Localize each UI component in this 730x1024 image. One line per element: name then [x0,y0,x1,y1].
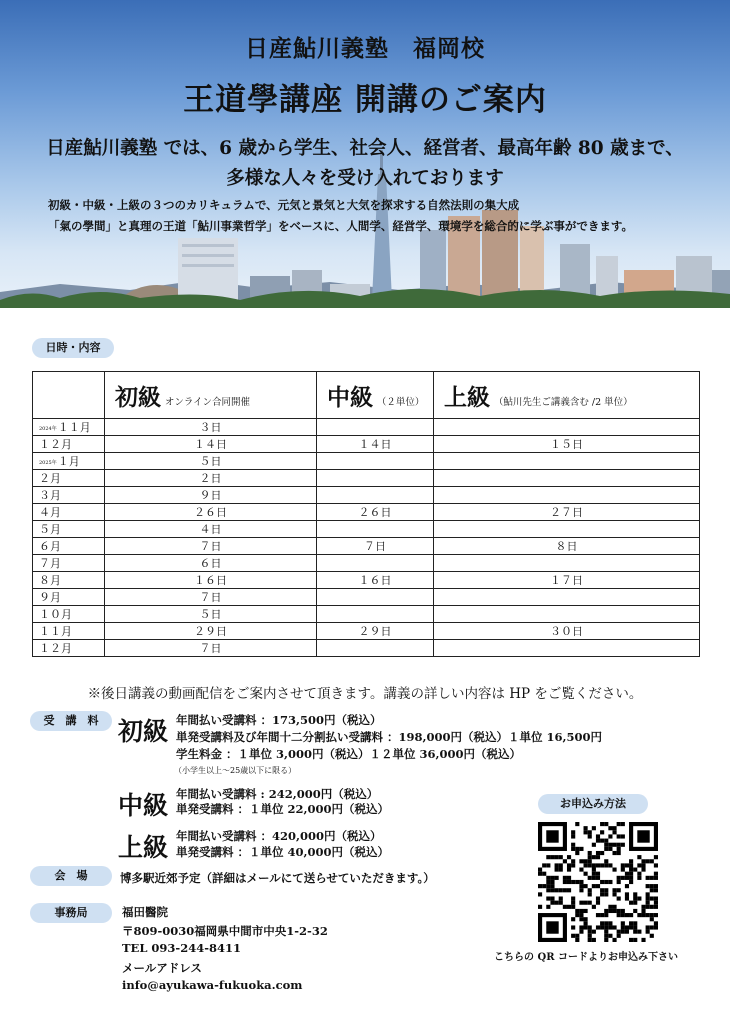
hero-banner [0,0,730,308]
jokyu-cell [434,453,700,470]
schedule-row [33,538,700,555]
venue-text: 博多駅近郊予定（詳細はメールにて送らせていただきます。） [120,871,435,885]
schedule-row [33,589,700,606]
shokyu-cell: ９日 [105,487,317,504]
chukyu-title: 中級 [327,383,373,411]
month-cell [33,538,105,555]
month-label: ２月 [39,472,61,485]
year-label: 2024年 [39,425,57,432]
shokyu-cell: ４日 [105,521,317,538]
month-label: ６月 [39,540,61,553]
month-label: ３月 [39,489,61,502]
chukyu-cell: １４日 [317,436,434,453]
schedule-row [33,504,700,521]
month-cell [33,555,105,572]
schedule-row [33,436,700,453]
shokyu-cell: ７日 [105,538,317,555]
schedule-row [33,470,700,487]
office-name: 福田醫院 [122,905,168,919]
month-label: １２月 [39,438,72,451]
month-header [33,372,105,419]
month-cell [33,453,105,470]
jokyu-cell [434,521,700,538]
month-label: １月 [57,455,80,468]
chukyu-cell [317,521,434,538]
chukyu-cell [317,640,434,657]
fee-shokyu-line-1: 年間払い受講料 ：173,500円（税込） [176,713,382,727]
chukyu-cell [317,487,434,504]
qr-code-icon[interactable] [538,822,658,942]
office-tel: TEL 093-244-8411 [122,941,241,955]
jokyu-cell: ２７日 [434,504,700,521]
month-cell [33,623,105,640]
month-cell [33,436,105,453]
schedule-table [32,371,700,657]
schedule-row [33,419,700,436]
schedule-row [33,487,700,504]
apply-label: お申込み方法 [538,794,648,814]
shokyu-note: オンライン合同開催 [164,396,251,408]
chukyu-cell: ２６日 [317,504,434,521]
fee-shokyu-line-4: （小学生以上～25歳以下に限る） [174,766,297,775]
chukyu-cell [317,470,434,487]
streaming-note: ※後日講義の動画配信をご案内させて頂きます。講義の詳しい内容は HP をご覧ください。 [87,686,643,702]
jokyu-header [434,372,700,419]
schedule-row [33,640,700,657]
month-cell [33,572,105,589]
month-label: １２月 [39,642,72,655]
month-cell [33,470,105,487]
chukyu-cell [317,555,434,572]
jokyu-cell [434,555,700,572]
fee-chukyu-line-2: 単発受講料 ：１単位 22,000円（税込） [176,802,390,816]
qr-caption: こちらの QR コードよりお申込み下さい [494,952,678,963]
year-label: 2025年 [39,459,57,466]
shokyu-cell: ７日 [105,640,317,657]
fee-shokyu-title: 初級 [118,717,169,746]
jokyu-note: （鮎川先生ご講義含む /2 単位） [493,396,633,408]
shokyu-cell: ２日 [105,470,317,487]
schedule-row [33,606,700,623]
jokyu-title: 上級 [444,383,490,411]
month-cell [33,487,105,504]
office-email[interactable]: info@ayukawa-fukuoka.com [122,978,303,992]
fee-jokyu-line-1: 年間払い受講料 ：420,000円（税込） [176,829,382,843]
shokyu-cell: ７日 [105,589,317,606]
schedule-label: 日時・内容 [32,338,114,358]
month-label: １１月 [39,625,72,638]
chukyu-cell [317,419,434,436]
jokyu-cell: １５日 [434,436,700,453]
intro-line-1: 日産鮎川義塾 では、6 歳から学生、社会人、経営者、最高年齢 80 歳まで、 [46,138,684,159]
jokyu-cell [434,419,700,436]
office-address: 〒809-0030福岡県中間市中央1-2-32 [122,924,328,938]
office-label: 事務局 [30,903,112,923]
month-label: ４月 [39,506,61,519]
fee-jokyu-title: 上級 [118,833,169,862]
chukyu-header [317,372,434,419]
school-name: 日産鮎川義塾 福岡校 [245,35,485,62]
chukyu-cell [317,453,434,470]
chukyu-cell: ７日 [317,538,434,555]
month-cell [33,419,105,436]
jokyu-cell: １７日 [434,572,700,589]
description-line-2: 「氣の學間」と真理の王道「鮎川事業哲学」をベースに、人間学、経営学、環境学を総合的に学ぶ事ができます。 [48,219,633,233]
fee-shokyu-line-2: 単発受講料及び年間十二分割払い受講料 ：198,000円（税込）１単位 16,500円 [176,730,603,744]
jokyu-cell [434,470,700,487]
month-label: ８月 [39,574,61,587]
venue-label: 会 場 [30,866,112,886]
fee-chukyu-line-1: 年間払い受講料 : 242,000円（税込） [176,787,379,801]
fee-label: 受 講 料 [30,711,112,731]
month-cell [33,606,105,623]
shokyu-cell: １６日 [105,572,317,589]
fee-shokyu-line-3: 学生料金 ：１単位 3,000円（税込）１２単位 36,000円（税込） [176,747,522,761]
shokyu-cell: ３日 [105,419,317,436]
schedule-row [33,521,700,538]
jokyu-cell [434,640,700,657]
schedule-row [33,572,700,589]
shokyu-cell: ５日 [105,606,317,623]
fee-chukyu-title: 中級 [118,791,169,820]
month-label: ５月 [39,523,61,536]
chukyu-cell [317,606,434,623]
jokyu-cell: ８日 [434,538,700,555]
shokyu-header [105,372,317,419]
jokyu-cell [434,606,700,623]
jokyu-cell [434,487,700,504]
jokyu-cell [434,589,700,606]
month-cell [33,521,105,538]
jokyu-cell: ３０日 [434,623,700,640]
office-mail-label: メールアドレス [122,961,202,975]
shokyu-cell: ２６日 [105,504,317,521]
fee-jokyu-line-2: 単発受講料 ：１単位 40,000円（税込） [176,845,390,859]
month-label: ９月 [39,591,61,604]
shokyu-cell: ２９日 [105,623,317,640]
page-title: 王道學講座 開講のご案内 [183,82,547,118]
month-cell [33,504,105,521]
schedule-row [33,555,700,572]
description-line-1: 初級・中級・上級の３つのカリキュラムで、元気と景気と大気を探求する自然法則の集大成 [48,198,520,212]
chukyu-cell [317,589,434,606]
intro-line-2: 多様な人々を受け入れております [226,168,504,189]
schedule-row [33,623,700,640]
shokyu-cell: ５日 [105,453,317,470]
month-cell [33,640,105,657]
shokyu-title: 初級 [115,383,161,411]
schedule-row [33,453,700,470]
chukyu-cell: １６日 [317,572,434,589]
month-cell [33,589,105,606]
shokyu-cell: ６日 [105,555,317,572]
month-label: １０月 [39,608,72,621]
chukyu-cell: ２９日 [317,623,434,640]
month-label: ７月 [39,557,61,570]
month-label: １１月 [57,421,91,434]
chukyu-note: （２単位） [376,396,425,408]
schedule-header-row [33,372,700,419]
shokyu-cell: １４日 [105,436,317,453]
